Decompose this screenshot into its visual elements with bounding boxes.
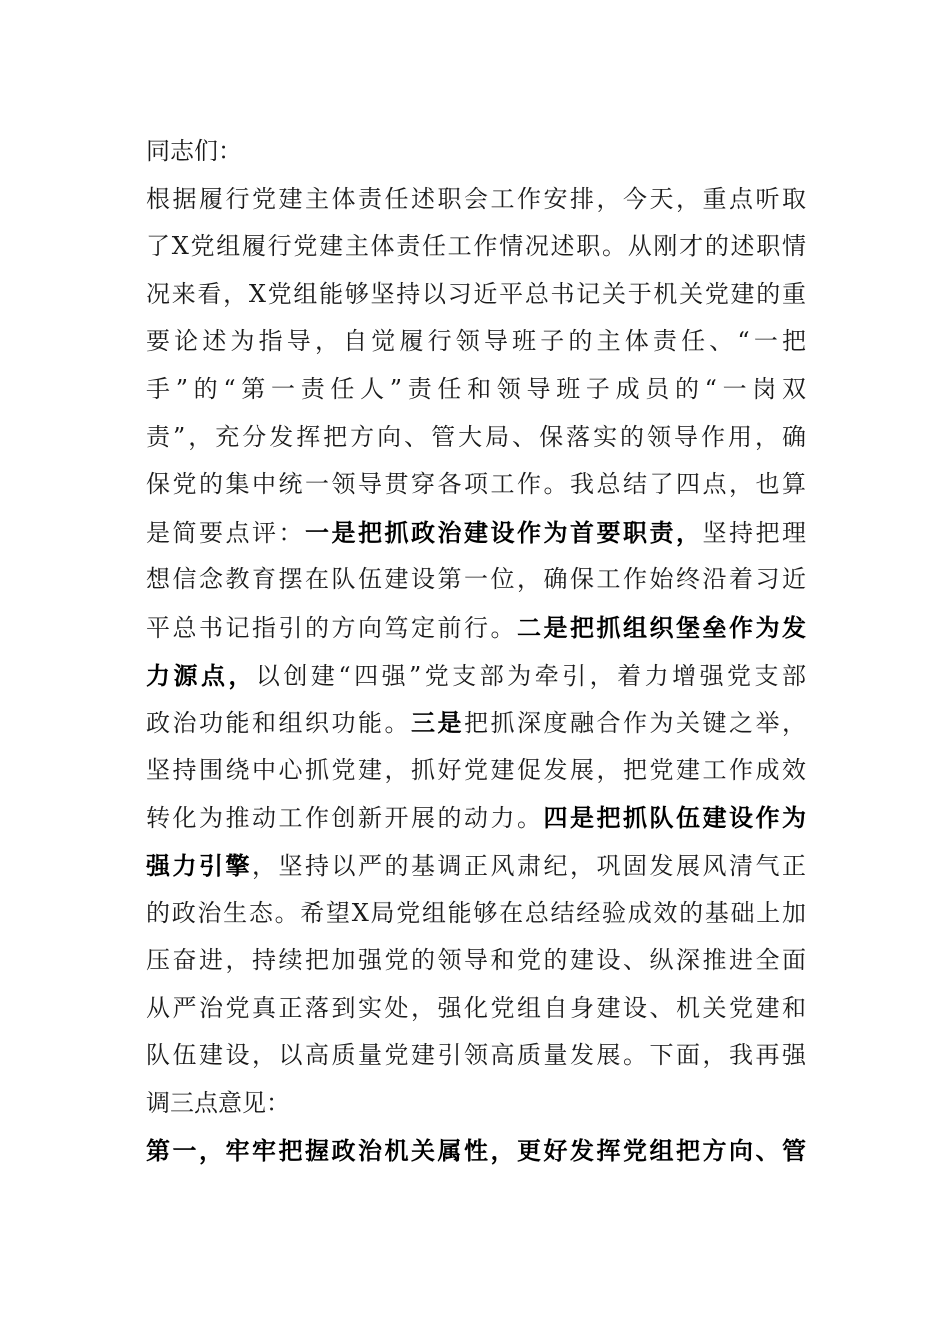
paragraph-line [146, 223, 806, 271]
paragraph-line [146, 1032, 806, 1080]
bold-text-segment: 三是 [411, 708, 464, 738]
text-segment: 调三点意见： [146, 1088, 290, 1117]
text-segment: 坚持围绕中心抓党建，抓好党建促发展，把党建工作成效 [146, 755, 806, 784]
paragraph-line [146, 318, 806, 366]
text-segment: 保党的集中统一领导贯穿各项工作。我总结了四点，也算 [146, 470, 806, 499]
bold-text-segment: 强力引擎 [146, 850, 252, 880]
paragraph-line [146, 985, 806, 1033]
document-body [146, 128, 806, 1175]
text-segment: 坚持把理 [702, 518, 806, 547]
text-segment: ，坚持以严的基调正风肃纪，巩固发展风清气正 [252, 851, 806, 880]
text-segment: 平总书记指引的方向笃定前行。 [146, 613, 517, 642]
paragraph-line [146, 604, 806, 652]
paragraph-line [146, 699, 806, 747]
paragraph-line [146, 176, 806, 224]
paragraph-line [146, 556, 806, 604]
text-segment: 是简要点评： [146, 518, 305, 547]
paragraph-line [146, 1080, 806, 1128]
text-segment: 以创建“四强”党支部为牵引，着力增强党支部 [255, 661, 807, 690]
text-segment: 把抓深度融合作为关键之举， [464, 709, 806, 738]
section-heading-1: 第一，牢牢把握政治机关属性，更好发挥党组把方向、管 [146, 1136, 806, 1166]
text-segment: 从严治党真正落到实处，强化党组自身建设、机关党建和 [146, 993, 806, 1022]
text-segment: 手”的“第一责任人”责任和领导班子成员的“一岗双 [146, 374, 806, 403]
paragraph-line [146, 842, 806, 890]
paragraph-line [146, 414, 806, 462]
paragraph-line [146, 271, 806, 319]
paragraph-line [146, 461, 806, 509]
salutation: 同志们： [146, 137, 242, 165]
text-segment: 队伍建设，以高质量党建引领高质量发展。下面，我再强 [146, 1041, 806, 1070]
text-segment: 政治功能和组织功能。 [146, 709, 411, 738]
bold-text-segment: 四是把抓队伍建设作为 [543, 803, 806, 833]
text-segment: 想信念教育摆在队伍建设第一位，确保工作始终沿着习近 [146, 565, 806, 594]
bold-text-segment: 力源点， [146, 660, 256, 690]
text-segment: 压奋进，持续把加强党的领导和党的建设、纵深推进全面 [146, 946, 806, 975]
paragraph-line [146, 794, 806, 842]
bold-text-segment: 二是把抓组织堡垒作为发 [517, 612, 806, 642]
text-segment: 根据履行党建主体责任述职会工作安排，今天，重点听取 [146, 184, 806, 213]
paragraph-line [146, 937, 806, 985]
paragraph-line [146, 366, 806, 414]
text-segment: 要论述为指导，自觉履行领导班子的主体责任、“一把 [146, 327, 806, 356]
bold-text-segment: 一是把抓政治建设作为首要职责， [305, 517, 703, 547]
paragraph-line [146, 509, 806, 557]
paragraph-line [146, 652, 806, 700]
text-segment: 责”，充分发挥把方向、管大局、保落实的领导作用，确 [146, 422, 806, 451]
text-segment: 况来看，X党组能够坚持以习近平总书记关于机关党建的重 [146, 279, 806, 308]
paragraph-line [146, 890, 806, 938]
paragraph-1 [146, 176, 806, 1128]
paragraph-line [146, 747, 806, 795]
text-segment: 的政治生态。希望X局党组能够在总结经验成效的基础上加 [146, 898, 806, 927]
text-segment: 转化为推动工作创新开展的动力。 [146, 804, 544, 833]
text-segment: 了X党组履行党建主体责任工作情况述职。从刚才的述职情 [146, 232, 806, 261]
